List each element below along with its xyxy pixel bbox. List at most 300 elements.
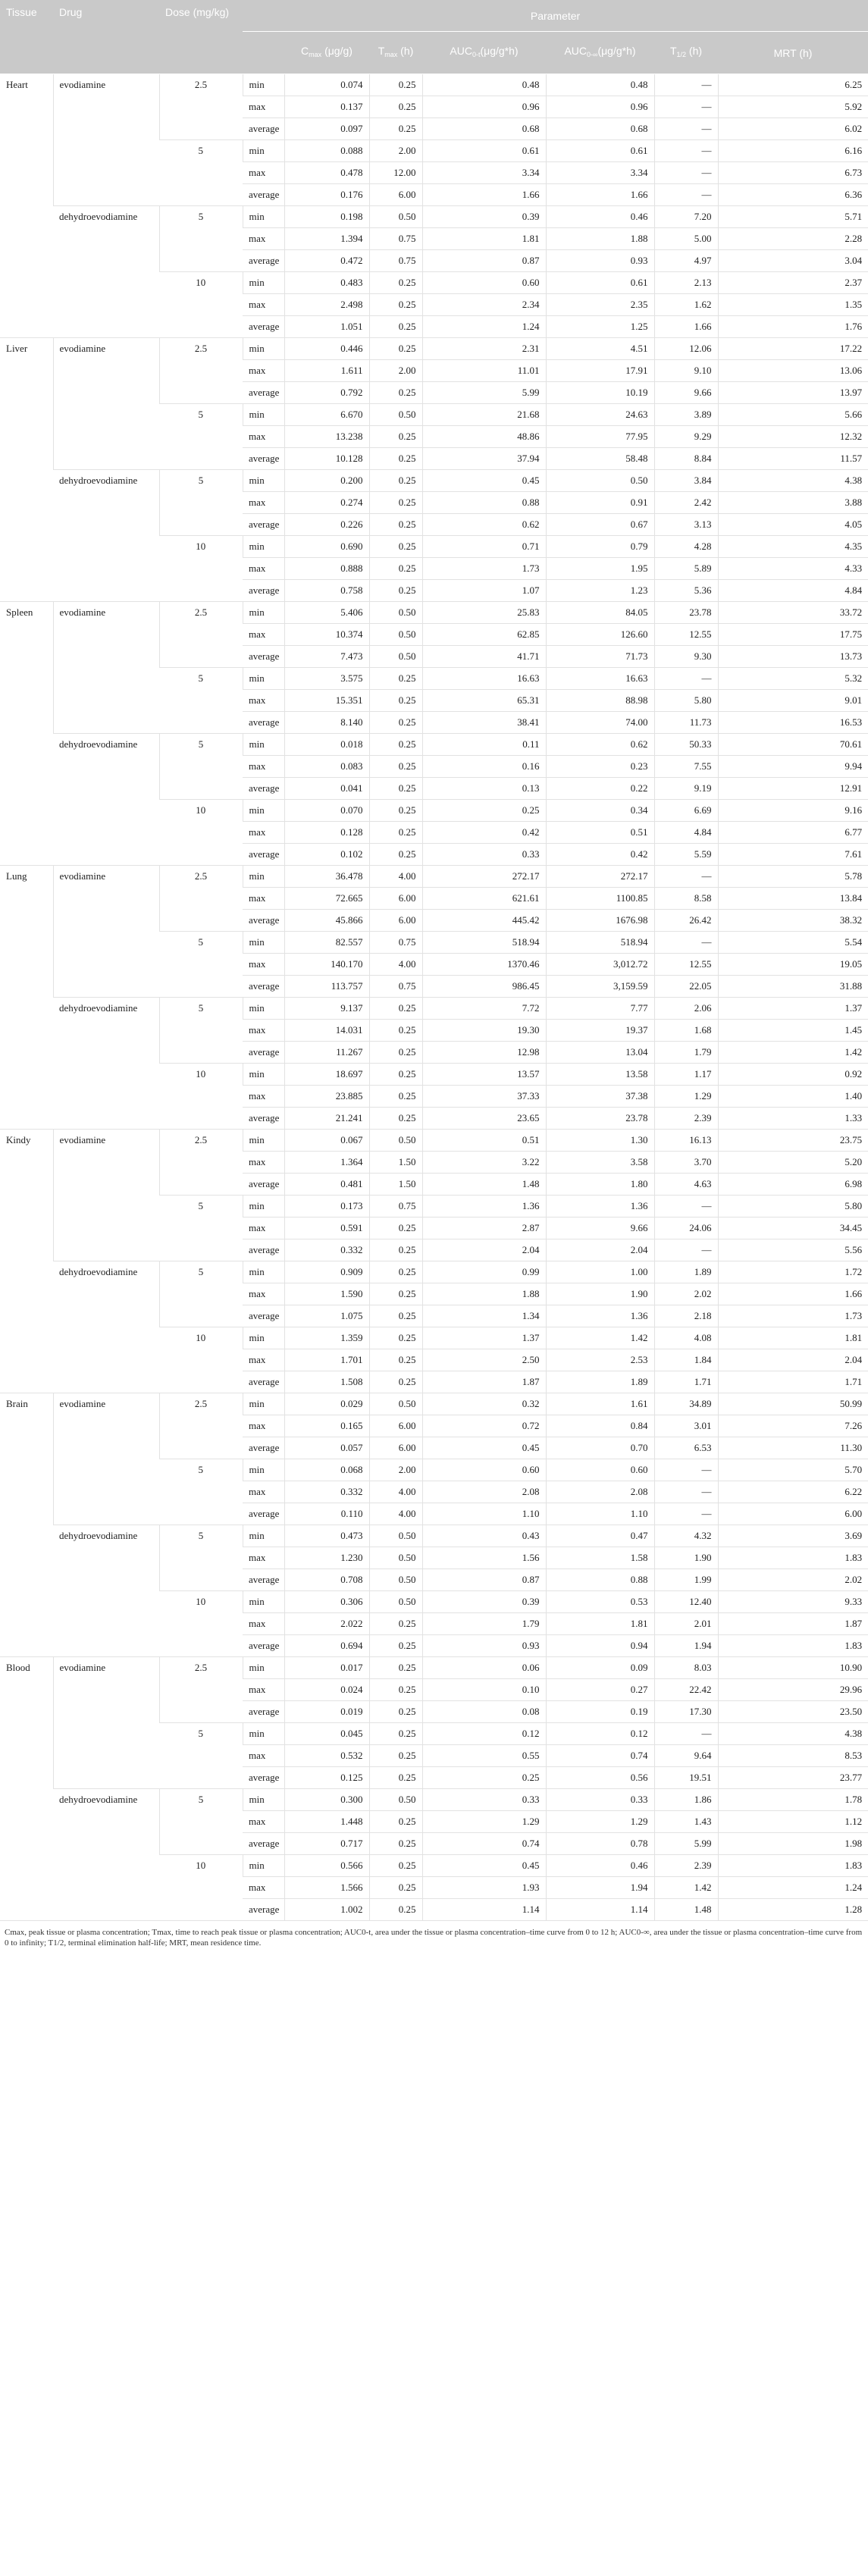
cell-value: 0.79: [546, 536, 654, 558]
cell-value: 4.05: [718, 514, 868, 536]
cell-value: 518.94: [546, 932, 654, 954]
cell-value: 7.473: [284, 646, 369, 668]
cell-value: 7.55: [654, 756, 718, 778]
cell-value: 1.87: [718, 1613, 868, 1635]
cell-value: 0.446: [284, 338, 369, 360]
header-param-main: T: [669, 45, 677, 57]
cell-value: 3.88: [718, 492, 868, 514]
cell-value: —: [654, 1196, 718, 1217]
cell-value: 1.58: [546, 1547, 654, 1569]
cell-value: 1.28: [718, 1899, 868, 1921]
cell-stat: average: [243, 1371, 284, 1393]
cell-value: 3.69: [718, 1525, 868, 1547]
cell-value: 272.17: [422, 866, 546, 888]
cell-value: 34.89: [654, 1393, 718, 1415]
cell-value: 2.06: [654, 998, 718, 1020]
header-blank: [243, 32, 284, 74]
cell-value: 0.25: [369, 74, 422, 96]
cell-value: 7.77: [546, 998, 654, 1020]
cell-value: 1.95: [546, 558, 654, 580]
cell-value: 2.39: [654, 1855, 718, 1877]
cell-drug: dehydroevodiamine: [53, 998, 159, 1130]
cell-value: 23.885: [284, 1086, 369, 1108]
cell-value: 0.25: [369, 338, 422, 360]
cell-value: 0.12: [546, 1723, 654, 1745]
cell-value: 272.17: [546, 866, 654, 888]
cell-value: 0.300: [284, 1789, 369, 1811]
cell-value: 0.56: [546, 1767, 654, 1789]
cell-value: 17.22: [718, 338, 868, 360]
cell-stat: min: [243, 1196, 284, 1217]
cell-value: 1.364: [284, 1152, 369, 1174]
cell-value: 1.90: [654, 1547, 718, 1569]
cell-dose: 2.5: [159, 338, 243, 404]
cell-value: 0.125: [284, 1767, 369, 1789]
cell-value: 13.57: [422, 1064, 546, 1086]
table-row: [0, 1657, 868, 1679]
cell-stat: min: [243, 998, 284, 1020]
cell-value: 1.17: [654, 1064, 718, 1086]
header-param-col: [546, 32, 654, 74]
header-param-unit: (h): [796, 46, 813, 59]
cell-value: 0.60: [546, 1459, 654, 1481]
cell-value: 9.30: [654, 646, 718, 668]
cell-value: 1.62: [654, 294, 718, 316]
cell-value: 3.34: [546, 162, 654, 184]
cell-value: 1.81: [546, 1613, 654, 1635]
cell-value: 2.53: [546, 1349, 654, 1371]
cell-drug: evodiamine: [53, 338, 159, 470]
cell-value: 36.478: [284, 866, 369, 888]
cell-stat: min: [243, 1525, 284, 1547]
cell-value: 2.39: [654, 1108, 718, 1130]
cell-value: 9.137: [284, 998, 369, 1020]
cell-value: 3.22: [422, 1152, 546, 1174]
cell-drug: dehydroevodiamine: [53, 470, 159, 602]
cell-value: 45.866: [284, 910, 369, 932]
cell-value: —: [654, 866, 718, 888]
cell-value: 1.66: [422, 184, 546, 206]
cell-value: 0.25: [369, 1064, 422, 1086]
cell-value: 0.694: [284, 1635, 369, 1657]
cell-value: 0.102: [284, 844, 369, 866]
cell-value: 1.84: [654, 1349, 718, 1371]
header-param-col: [422, 32, 546, 74]
cell-value: 1.45: [718, 1020, 868, 1042]
cell-value: 0.332: [284, 1239, 369, 1261]
cell-value: 12.40: [654, 1591, 718, 1613]
cell-value: 126.60: [546, 624, 654, 646]
cell-value: 0.041: [284, 778, 369, 800]
cell-value: 0.75: [369, 1196, 422, 1217]
cell-value: 0.47: [546, 1525, 654, 1547]
cell-value: 0.87: [422, 1569, 546, 1591]
header-param-col: [718, 32, 868, 74]
cell-tissue: Heart: [0, 74, 53, 338]
cell-value: 2.00: [369, 1459, 422, 1481]
cell-stat: average: [243, 646, 284, 668]
cell-value: 0.99: [422, 1261, 546, 1283]
cell-value: 2.498: [284, 294, 369, 316]
cell-value: 16.63: [422, 668, 546, 690]
cell-value: 2.022: [284, 1613, 369, 1635]
cell-stat: max: [243, 294, 284, 316]
cell-drug: dehydroevodiamine: [53, 1261, 159, 1393]
cell-value: 1.83: [718, 1547, 868, 1569]
cell-value: 1.48: [654, 1899, 718, 1921]
cell-value: —: [654, 140, 718, 162]
cell-value: 5.56: [718, 1239, 868, 1261]
cell-value: 1.80: [546, 1174, 654, 1196]
cell-value: 37.94: [422, 448, 546, 470]
cell-value: 0.532: [284, 1745, 369, 1767]
cell-value: 0.50: [369, 404, 422, 426]
cell-value: 16.13: [654, 1130, 718, 1152]
cell-value: 4.33: [718, 558, 868, 580]
cell-stat: average: [243, 1635, 284, 1657]
cell-value: 50.99: [718, 1393, 868, 1415]
header-param-col: [654, 32, 718, 74]
cell-tissue: Lung: [0, 866, 53, 1130]
cell-dose: 5: [159, 932, 243, 998]
cell-dose: 5: [159, 998, 243, 1064]
cell-value: 0.083: [284, 756, 369, 778]
cell-value: 9.16: [718, 800, 868, 822]
cell-stat: min: [243, 1064, 284, 1086]
cell-value: 4.84: [654, 822, 718, 844]
cell-value: 0.25: [369, 668, 422, 690]
cell-dose: 5: [159, 1261, 243, 1327]
cell-stat: average: [243, 1899, 284, 1921]
cell-value: 1.94: [654, 1635, 718, 1657]
cell-value: 23.78: [546, 1108, 654, 1130]
cell-value: 0.92: [718, 1064, 868, 1086]
cell-value: 3.01: [654, 1415, 718, 1437]
cell-value: 1.10: [422, 1503, 546, 1525]
cell-dose: 2.5: [159, 1393, 243, 1459]
cell-value: 1.73: [718, 1305, 868, 1327]
cell-value: 621.61: [422, 888, 546, 910]
cell-value: 0.25: [369, 998, 422, 1020]
cell-stat: min: [243, 536, 284, 558]
cell-value: 0.10: [422, 1679, 546, 1701]
header-param-sub: max: [384, 51, 398, 58]
header-parameter: Parameter: [243, 0, 868, 32]
cell-value: 1.61: [546, 1393, 654, 1415]
cell-value: 1.71: [718, 1371, 868, 1393]
cell-dose: 10: [159, 272, 243, 338]
cell-stat: max: [243, 1152, 284, 1174]
cell-value: 1.051: [284, 316, 369, 338]
cell-value: 5.89: [654, 558, 718, 580]
cell-value: 0.48: [546, 74, 654, 96]
cell-value: 0.25: [369, 1042, 422, 1064]
cell-value: 0.50: [369, 602, 422, 624]
cell-stat: max: [243, 624, 284, 646]
cell-value: 65.31: [422, 690, 546, 712]
table-row: [0, 998, 868, 1020]
cell-stat: min: [243, 338, 284, 360]
cell-stat: average: [243, 382, 284, 404]
header-param-sub: 1/2: [676, 51, 687, 58]
cell-dose: 10: [159, 1591, 243, 1657]
cell-value: 6.670: [284, 404, 369, 426]
cell-dose: 10: [159, 1855, 243, 1921]
cell-stat: max: [243, 822, 284, 844]
cell-value: 0.75: [369, 976, 422, 998]
cell-stat: min: [243, 602, 284, 624]
cell-value: 13.73: [718, 646, 868, 668]
cell-value: 10.90: [718, 1657, 868, 1679]
cell-value: 0.25: [369, 1877, 422, 1899]
cell-value: 0.758: [284, 580, 369, 602]
cell-stat: average: [243, 712, 284, 734]
cell-value: 11.01: [422, 360, 546, 382]
cell-value: 1.701: [284, 1349, 369, 1371]
cell-dose: 10: [159, 1327, 243, 1393]
cell-stat: max: [243, 492, 284, 514]
table-row: [0, 1130, 868, 1152]
cell-value: 9.19: [654, 778, 718, 800]
cell-value: 0.32: [422, 1393, 546, 1415]
cell-value: 5.00: [654, 228, 718, 250]
cell-value: 0.45: [422, 470, 546, 492]
cell-value: 84.05: [546, 602, 654, 624]
cell-value: 0.690: [284, 536, 369, 558]
cell-value: 0.33: [422, 844, 546, 866]
cell-stat: max: [243, 1811, 284, 1833]
cell-stat: max: [243, 228, 284, 250]
cell-value: 1.590: [284, 1283, 369, 1305]
cell-value: 0.72: [422, 1415, 546, 1437]
cell-value: 8.03: [654, 1657, 718, 1679]
cell-tissue: Liver: [0, 338, 53, 602]
cell-dose: 10: [159, 1064, 243, 1130]
cell-value: 1.24: [718, 1877, 868, 1899]
cell-value: 9.33: [718, 1591, 868, 1613]
cell-value: 1.394: [284, 228, 369, 250]
cell-drug: evodiamine: [53, 1393, 159, 1525]
cell-value: 1370.46: [422, 954, 546, 976]
cell-value: —: [654, 184, 718, 206]
cell-value: 1.36: [422, 1196, 546, 1217]
cell-value: 0.12: [422, 1723, 546, 1745]
cell-value: 0.51: [422, 1130, 546, 1152]
cell-value: 0.61: [546, 272, 654, 294]
cell-stat: max: [243, 1349, 284, 1371]
table-row: [0, 338, 868, 360]
cell-value: 0.45: [422, 1437, 546, 1459]
cell-value: 0.48: [422, 74, 546, 96]
cell-stat: min: [243, 1261, 284, 1283]
cell-value: 0.78: [546, 1833, 654, 1855]
cell-value: 1.075: [284, 1305, 369, 1327]
cell-stat: max: [243, 360, 284, 382]
cell-value: 25.83: [422, 602, 546, 624]
cell-value: 24.63: [546, 404, 654, 426]
cell-value: 3.575: [284, 668, 369, 690]
cell-value: 5.80: [718, 1196, 868, 1217]
cell-value: 0.25: [369, 1305, 422, 1327]
cell-value: 0.09: [546, 1657, 654, 1679]
table-row: [0, 1393, 868, 1415]
cell-value: 0.50: [369, 646, 422, 668]
cell-value: 6.22: [718, 1481, 868, 1503]
cell-value: 0.39: [422, 1591, 546, 1613]
header-param-main: C: [301, 45, 309, 57]
table-header: [0, 0, 868, 74]
cell-dose: 5: [159, 1525, 243, 1591]
cell-value: 0.25: [369, 1635, 422, 1657]
cell-value: 2.50: [422, 1349, 546, 1371]
cell-value: 0.25: [369, 558, 422, 580]
cell-value: 0.23: [546, 756, 654, 778]
cell-value: 1.98: [718, 1833, 868, 1855]
cell-value: 10.374: [284, 624, 369, 646]
cell-value: 1.24: [422, 316, 546, 338]
cell-value: 5.54: [718, 932, 868, 954]
cell-stat: average: [243, 580, 284, 602]
cell-stat: max: [243, 162, 284, 184]
cell-value: 0.93: [422, 1635, 546, 1657]
cell-value: 1.448: [284, 1811, 369, 1833]
cell-value: —: [654, 162, 718, 184]
cell-value: 1.34: [422, 1305, 546, 1327]
cell-value: 0.25: [369, 1217, 422, 1239]
cell-value: 16.53: [718, 712, 868, 734]
cell-value: 3.34: [422, 162, 546, 184]
cell-value: —: [654, 1723, 718, 1745]
cell-value: 0.50: [369, 1525, 422, 1547]
cell-value: 22.05: [654, 976, 718, 998]
cell-stat: min: [243, 1130, 284, 1152]
cell-value: 0.332: [284, 1481, 369, 1503]
cell-value: 1.230: [284, 1547, 369, 1569]
cell-value: 41.71: [422, 646, 546, 668]
table-row: [0, 1261, 868, 1283]
cell-value: 0.909: [284, 1261, 369, 1283]
cell-value: 0.13: [422, 778, 546, 800]
cell-value: 0.25: [369, 1723, 422, 1745]
cell-stat: average: [243, 1569, 284, 1591]
cell-value: 0.61: [422, 140, 546, 162]
cell-value: 1.33: [718, 1108, 868, 1130]
cell-value: 0.483: [284, 272, 369, 294]
cell-value: 4.00: [369, 1481, 422, 1503]
cell-value: 5.92: [718, 96, 868, 118]
cell-stat: max: [243, 1020, 284, 1042]
cell-value: 0.25: [369, 316, 422, 338]
cell-value: 0.306: [284, 1591, 369, 1613]
cell-value: 0.75: [369, 228, 422, 250]
cell-value: 5.406: [284, 602, 369, 624]
cell-value: —: [654, 118, 718, 140]
cell-value: 0.06: [422, 1657, 546, 1679]
cell-tissue: Spleen: [0, 602, 53, 866]
cell-dose: 2.5: [159, 1657, 243, 1723]
cell-value: 5.99: [654, 1833, 718, 1855]
cell-value: 2.04: [422, 1239, 546, 1261]
cell-tissue: Kindy: [0, 1130, 53, 1393]
cell-stat: average: [243, 184, 284, 206]
cell-stat: max: [243, 888, 284, 910]
cell-value: 1.78: [718, 1789, 868, 1811]
table-row: [0, 1789, 868, 1811]
cell-value: 13.238: [284, 426, 369, 448]
cell-value: 5.99: [422, 382, 546, 404]
cell-value: 22.42: [654, 1679, 718, 1701]
cell-stat: average: [243, 316, 284, 338]
cell-value: 4.32: [654, 1525, 718, 1547]
cell-drug: evodiamine: [53, 866, 159, 998]
cell-value: 0.067: [284, 1130, 369, 1152]
cell-stat: max: [243, 1745, 284, 1767]
cell-value: 1.90: [546, 1283, 654, 1305]
cell-stat: min: [243, 734, 284, 756]
cell-value: 5.70: [718, 1459, 868, 1481]
cell-value: 1.29: [546, 1811, 654, 1833]
cell-stat: average: [243, 1108, 284, 1130]
cell-value: 5.80: [654, 690, 718, 712]
cell-value: 0.68: [546, 118, 654, 140]
header-param-main: T: [378, 45, 385, 57]
cell-value: 0.25: [369, 272, 422, 294]
cell-value: 18.697: [284, 1064, 369, 1086]
cell-value: 0.67: [546, 514, 654, 536]
table-body: [0, 74, 868, 1921]
cell-stat: max: [243, 1283, 284, 1305]
cell-value: 74.00: [546, 712, 654, 734]
cell-value: 82.557: [284, 932, 369, 954]
cell-value: 9.10: [654, 360, 718, 382]
cell-value: 1.40: [718, 1086, 868, 1108]
cell-value: 0.097: [284, 118, 369, 140]
cell-value: 518.94: [422, 932, 546, 954]
cell-value: 2.08: [422, 1481, 546, 1503]
cell-value: 1.29: [654, 1086, 718, 1108]
cell-value: 1.87: [422, 1371, 546, 1393]
cell-dose: 5: [159, 1196, 243, 1261]
cell-value: 140.170: [284, 954, 369, 976]
header-param-unit: (μg/g*h): [480, 45, 519, 57]
cell-stat: average: [243, 1239, 284, 1261]
cell-dose: 5: [159, 1789, 243, 1855]
cell-drug: evodiamine: [53, 602, 159, 734]
cell-drug: dehydroevodiamine: [53, 206, 159, 338]
cell-value: 1.23: [546, 580, 654, 602]
cell-value: 2.04: [718, 1349, 868, 1371]
cell-stat: min: [243, 404, 284, 426]
cell-value: 0.50: [369, 1130, 422, 1152]
header-param-unit: (h): [686, 45, 703, 57]
cell-value: 1.37: [718, 998, 868, 1020]
cell-value: 0.87: [422, 250, 546, 272]
cell-value: 9.64: [654, 1745, 718, 1767]
cell-value: 0.25: [369, 1811, 422, 1833]
cell-value: 3,012.72: [546, 954, 654, 976]
table-row: [0, 1525, 868, 1547]
cell-value: 1.611: [284, 360, 369, 382]
cell-value: 0.017: [284, 1657, 369, 1679]
cell-value: 6.25: [718, 74, 868, 96]
cell-value: 3.58: [546, 1152, 654, 1174]
cell-drug: dehydroevodiamine: [53, 1525, 159, 1657]
cell-value: 1.36: [546, 1196, 654, 1217]
cell-value: 0.25: [369, 822, 422, 844]
cell-value: 1.25: [546, 316, 654, 338]
cell-value: 0.25: [369, 1349, 422, 1371]
cell-value: 12.55: [654, 624, 718, 646]
